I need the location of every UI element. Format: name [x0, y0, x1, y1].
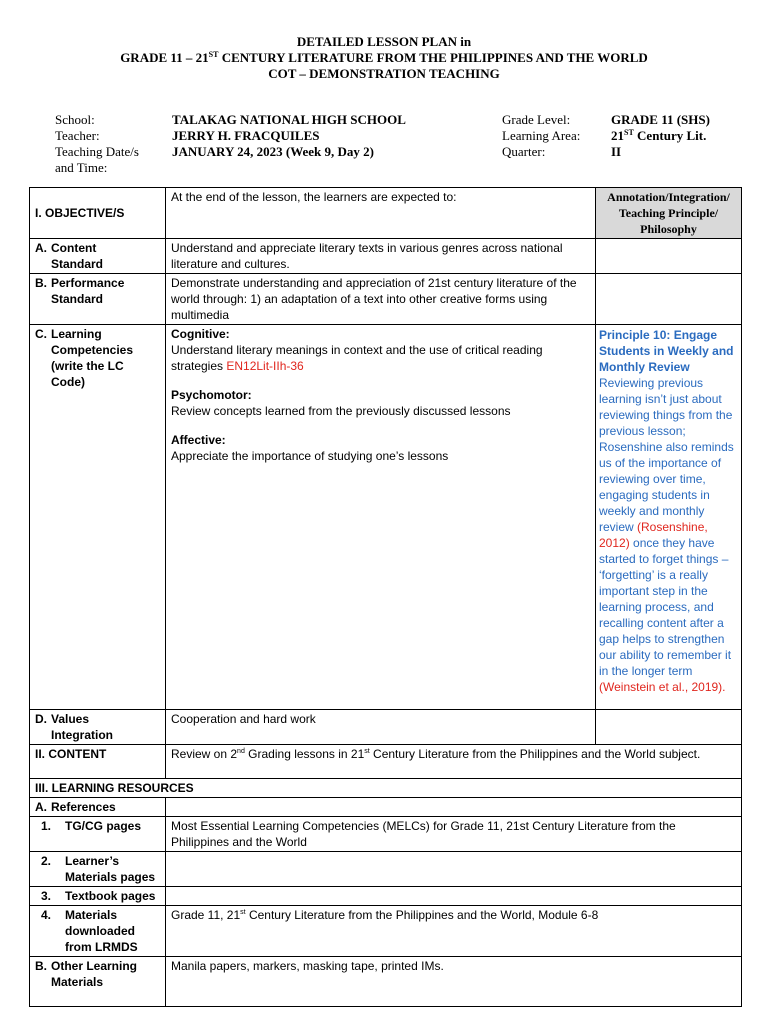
md-text-1: Materials — [65, 908, 118, 922]
md-text-2: downloaded — [65, 924, 135, 938]
md-label — [30, 906, 166, 957]
tb-value — [166, 887, 742, 906]
date-label: Teaching Date/s — [55, 144, 139, 159]
psychomotor-text: Review concepts learned from the previously discussed lessons — [171, 404, 511, 418]
doc-subtitle-2: COT – DEMONSTRATION TEACHING — [268, 66, 500, 81]
content-text-b: Grading lessons in 21 — [244, 747, 365, 761]
date-value: JANUARY 24, 2023 (Week 9, Day 2) — [172, 144, 374, 159]
lm-text-1: Learner’s — [65, 854, 120, 868]
tb-label — [30, 887, 166, 906]
time-label: and Time: — [55, 160, 108, 175]
principle-cite-1: (Rosenshine, 2012) — [599, 520, 708, 550]
values-label-2: Integration — [51, 728, 113, 742]
doc-subtitle — [0, 50, 768, 66]
objectives-intro: At the end of the lesson, the learners are expected to: — [166, 188, 596, 239]
performance-standard-row — [30, 274, 742, 325]
affective-text: Appreciate the importance of studying one’s lessons — [171, 449, 449, 463]
competencies-text — [166, 325, 596, 710]
competencies-label-1: Learning — [51, 327, 102, 341]
content-standard-text: Understand and appreciate literary texts in various genres across national literature and cultures. — [166, 239, 596, 274]
performance-standard-anno — [596, 274, 742, 325]
subtitle-post: CENTURY LITERATURE FROM THE PHILIPPINES AND THE WORLD — [218, 50, 648, 65]
school-value: TALAKAG NATIONAL HIGH SCHOOL — [172, 112, 406, 127]
principle-cite-2: (Weinstein et al., 2019). — [599, 680, 726, 694]
principle-text-1: Reviewing previous learning isn’t just about reviewing things from the previous lesson; Rosenshine also reminds us of the importance of reviewing over time, engaging students in weekly and monthly review — [599, 376, 734, 534]
tb-num: 3. — [41, 889, 52, 903]
principle-title: Principle 10: Engage Students in Weekly and Monthly Review — [599, 328, 734, 374]
performance-standard-label-1: Performance — [51, 276, 125, 290]
grade-value: GRADE 11 (SHS) — [611, 112, 710, 127]
other-num: B. — [35, 959, 47, 973]
competencies-row — [30, 325, 742, 710]
competencies-num: C. — [35, 327, 47, 341]
md-value-b: Century Literature from the Philippines and the World, Module 6-8 — [245, 908, 599, 922]
lesson-plan-table — [29, 187, 742, 1007]
md-num: 4. — [41, 908, 52, 922]
other-text-2: Materials — [51, 975, 104, 989]
references-label — [30, 798, 166, 817]
content-standard-label — [30, 239, 166, 274]
md-text-3: from LRMDS — [65, 940, 138, 954]
content-standard-label-1: Content — [51, 241, 97, 255]
principle-annotation — [596, 325, 742, 710]
other-label — [30, 957, 166, 1007]
references-num: A. — [35, 800, 47, 814]
content-label: II. CONTENT — [30, 745, 166, 779]
values-text: Cooperation and hard work — [166, 710, 596, 745]
competencies-label-2: Competencies — [51, 343, 134, 357]
md-row — [30, 906, 742, 957]
lm-row — [30, 852, 742, 887]
doc-title: DETAILED LESSON PLAN in — [296, 34, 472, 49]
teacher-label: Teacher: — [55, 128, 100, 143]
content-standard-row — [30, 239, 742, 274]
area-value — [611, 128, 706, 144]
tb-text: Textbook pages — [65, 889, 156, 903]
quarter-label: Quarter: — [502, 144, 546, 159]
references-text: References — [51, 800, 116, 814]
annotation-header: Annotation/Integration/ Teaching Principle/ Philosophy — [596, 188, 742, 239]
psychomotor-label: Psychomotor: — [171, 388, 252, 402]
competencies-label — [30, 325, 166, 710]
resources-label: III. LEARNING RESOURCES — [30, 779, 742, 798]
content-row — [30, 745, 742, 779]
tg-text: TG/CG pages — [65, 819, 142, 833]
tg-value: Most Essential Learning Competencies (MELCs) for Grade 11, 21st Century Literature from the Philippines and the World — [166, 817, 742, 852]
content-standard-label-2: Standard — [51, 257, 104, 271]
lm-text-2: Materials pages — [65, 870, 156, 884]
other-row — [30, 957, 742, 1007]
tb-row — [30, 887, 742, 906]
objectives-row — [30, 188, 742, 239]
references-value — [166, 798, 742, 817]
values-label-1: Values — [51, 712, 90, 726]
grade-label: Grade Level: — [502, 112, 571, 127]
content-text-c: Century Literature from the Philippines and the World subject. — [369, 747, 701, 761]
area-value-post: Century Lit. — [633, 128, 707, 143]
content-text-a: Review on 2 — [171, 747, 238, 761]
values-label — [30, 710, 166, 745]
md-value-sup: st — [240, 909, 246, 916]
cognitive-label: Cognitive: — [171, 327, 230, 341]
values-anno — [596, 710, 742, 745]
tg-num: 1. — [41, 819, 52, 833]
competencies-label-4: Code) — [51, 375, 85, 389]
md-value-a: Grade 11, 21 — [171, 908, 241, 922]
other-value: Manila papers, markers, masking tape, printed IMs. — [166, 957, 742, 1007]
tg-row — [30, 817, 742, 852]
other-text-1: Other Learning — [51, 959, 138, 973]
subtitle-sup: ST — [208, 50, 219, 59]
objectives-label: I. OBJECTIVE/S — [30, 188, 166, 239]
school-label: School: — [55, 112, 95, 127]
area-value-sup: ST — [624, 128, 634, 137]
affective-label: Affective: — [171, 433, 226, 447]
references-row — [30, 798, 742, 817]
cognitive-text: Understand literary meanings in context and the use of critical reading strategies — [171, 343, 543, 373]
content-standard-anno — [596, 239, 742, 274]
content-standard-num: A. — [35, 241, 47, 255]
lm-label — [30, 852, 166, 887]
performance-standard-label-2: Standard — [51, 292, 104, 306]
competencies-label-3: (write the LC — [51, 359, 124, 373]
teacher-value: JERRY H. FRACQUILES — [172, 128, 320, 143]
resources-row — [30, 779, 742, 798]
content-text-sup2: st — [364, 748, 370, 755]
lm-num: 2. — [41, 854, 52, 868]
area-label: Learning Area: — [502, 128, 581, 143]
lm-value — [166, 852, 742, 887]
values-num: D. — [35, 712, 47, 726]
tg-label — [30, 817, 166, 852]
principle-text-2: once they have started to forget things – ‘forgetting’ is a really important step in the learning process, and recalling content after a gap helps to strengthen our ability to remember it in the longer term — [599, 536, 732, 678]
performance-standard-text: Demonstrate understanding and appreciation of 21st century literature of the world through: 1) an adaptation of a text into other creative forms using multimedia — [166, 274, 596, 325]
subtitle-pre: GRADE 11 – 21 — [120, 50, 209, 65]
content-text-sup1: nd — [237, 748, 245, 755]
content-text — [166, 745, 742, 779]
values-row — [30, 710, 742, 745]
performance-standard-label — [30, 274, 166, 325]
lc-code: EN12Lit-IIh-36 — [226, 359, 304, 373]
performance-standard-num: B. — [35, 276, 47, 290]
quarter-value: II — [611, 144, 622, 159]
md-value — [166, 906, 742, 957]
area-value-pre: 21 — [611, 128, 624, 143]
